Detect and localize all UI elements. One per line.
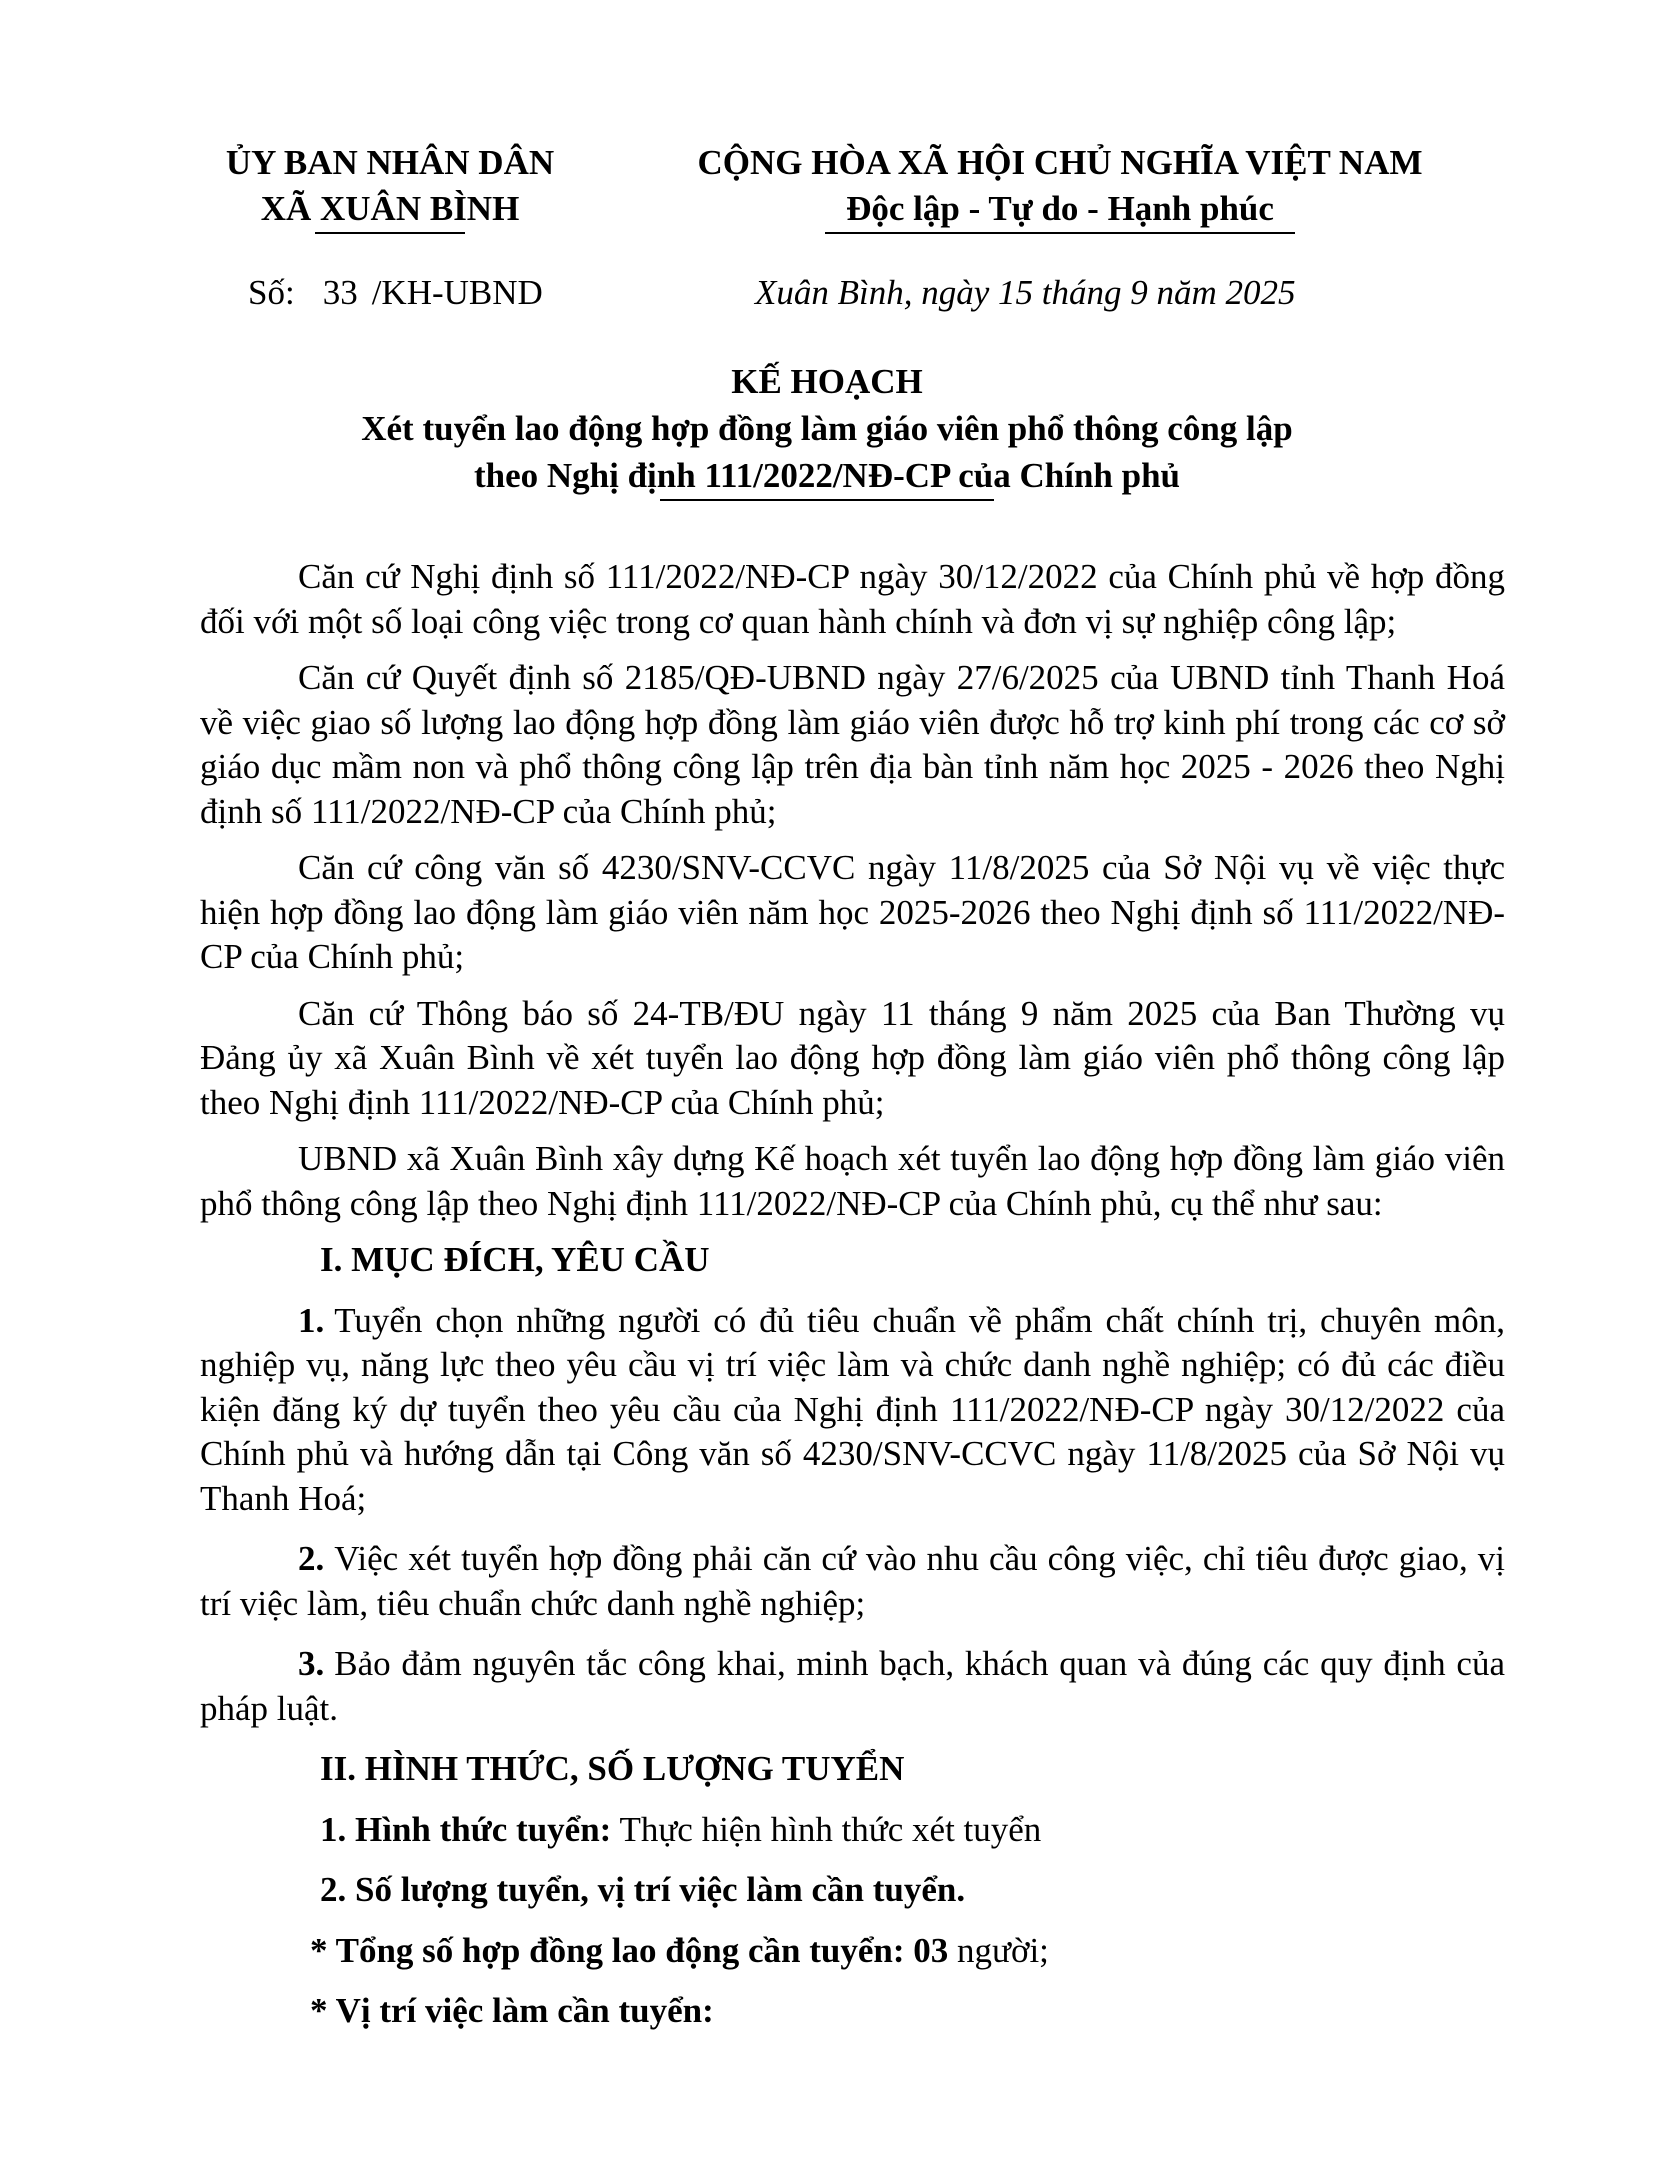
intro-statement: UBND xã Xuân Bình xây dựng Kế hoạch xét tuyển lao động hợp đồng làm giáo viên phổ thông công lập theo Nghị định 111/2022/NĐ-CP của Chính phủ, cụ thể như sau: xyxy=(200,1139,1505,1223)
nation-name: CỘNG HÒA XÃ HỘI CHỦ NGHĨA VIỆT NAM xyxy=(697,143,1423,182)
purpose-item-3 xyxy=(200,1642,1505,1731)
item-number: 3. xyxy=(298,1644,325,1683)
legal-basis-1: Căn cứ Nghị định số 111/2022/NĐ-CP ngày 30/12/2022 của Chính phủ về hợp đồng đối với một số loại công việc trong cơ quan hành chính và đơn vị sự nghiệp công lập; xyxy=(200,557,1505,641)
recruitment-form xyxy=(200,1808,1505,1853)
form-label: 1. Hình thức tuyển: xyxy=(320,1809,612,1849)
item-number: 2. xyxy=(298,1539,325,1578)
place-and-date: Xuân Bình, ngày 15 tháng 9 năm 2025 xyxy=(755,273,1296,312)
number-suffix: /KH-UBND xyxy=(371,273,543,312)
document-number xyxy=(248,270,543,316)
title-underline xyxy=(660,499,994,501)
authority-underline xyxy=(315,232,465,234)
section-2-heading: II. HÌNH THỨC, SỐ LƯỢNG TUYỂN xyxy=(320,1749,905,1788)
purpose-item-1 xyxy=(200,1299,1505,1522)
legal-basis-2: Căn cứ Quyết định số 2185/QĐ-UBND ngày 27/6/2025 của UBND tỉnh Thanh Hoá về việc giao số lượng lao động hợp đồng làm giáo viên được hỗ trợ kinh phí trong các cơ sở giáo dục mầm non và phổ thông công lập trên địa bàn tỉnh năm học 2025 - 2026 theo Nghị định số 111/2022/NĐ-CP của Chính phủ; xyxy=(200,658,1505,831)
document-title xyxy=(150,358,1504,501)
number-prefix: Số: xyxy=(248,273,295,312)
section-1-heading: I. MỤC ĐÍCH, YÊU CẦU xyxy=(320,1240,710,1279)
legal-basis-3: Căn cứ công văn số 4230/SNV-CCVC ngày 11/8/2025 của Sở Nội vụ về việc thực hiện hợp đồng lao động làm giáo viên năm học 2025-2026 theo Nghị định số 111/2022/NĐ-CP của Chính phủ; xyxy=(200,848,1505,976)
purpose-item-2 xyxy=(200,1537,1505,1626)
title-subject-line1: Xét tuyển lao động hợp đồng làm giáo viên phổ thông công lập xyxy=(361,409,1293,448)
quantity-heading xyxy=(200,1868,1505,1913)
authority-line1: ỦY BAN NHÂN DÂN xyxy=(225,143,555,182)
legal-basis-4: Căn cứ Thông báo số 24-TB/ĐU ngày 11 tháng 9 năm 2025 của Ban Thường vụ Đảng ủy xã Xuân Bình về xét tuyển lao động hợp đồng làm giáo viên phổ thông công lập theo Nghị định 111/2022/NĐ-CP của Chính phủ; xyxy=(200,993,1505,1122)
total-label: * Tổng số hợp đồng lao động cần tuyển: 03 xyxy=(310,1930,949,1970)
total-unit: người; xyxy=(948,1930,1049,1970)
issuing-authority xyxy=(200,140,580,234)
title-type: KẾ HOẠCH xyxy=(731,362,923,401)
title-subject-line2: theo Nghị định 111/2022/NĐ-CP của Chính phủ xyxy=(473,456,1181,495)
total-contracts xyxy=(200,1929,1505,1974)
positions-label: * Vị trí việc làm cần tuyển: xyxy=(310,1991,714,2030)
form-text: Thực hiện hình thức xét tuyển xyxy=(611,1809,1042,1849)
item-text: Việc xét tuyển hợp đồng phải căn cứ vào nhu cầu công việc, chỉ tiêu được giao, vị trí việc làm, tiêu chuẩn chức danh nghề nghiệp; xyxy=(200,1539,1505,1623)
item-text: Tuyển chọn những người có đủ tiêu chuẩn về phẩm chất chính trị, chuyên môn, nghiệp vụ, năng lực theo yêu cầu vị trí việc làm và chức danh nghề nghiệp; có đủ các điều kiện đăng ký dự tuyển theo yêu cầu của Nghị định 111/2022/NĐ-CP ngày 30/12/2022 của Chính phủ và hướng dẫn tại Công văn số 4230/SNV-CCVC ngày 11/8/2025 của Sở Nội vụ Thanh Hoá; xyxy=(200,1300,1505,1518)
positions-heading xyxy=(200,1989,1505,2034)
national-motto xyxy=(610,140,1510,234)
number-value: 33 xyxy=(322,273,358,312)
authority-line2: XÃ XUÂN BÌNH xyxy=(260,189,520,228)
motto: Độc lập - Tự do - Hạnh phúc xyxy=(846,189,1274,228)
document-body xyxy=(200,555,1505,2050)
motto-underline xyxy=(825,232,1295,234)
quantity-label: 2. Số lượng tuyển, vị trí việc làm cần tuyển. xyxy=(320,1870,966,1909)
item-number: 1. xyxy=(298,1300,325,1340)
item-text: Bảo đảm nguyên tắc công khai, minh bạch, khách quan và đúng các quy định của pháp luật. xyxy=(200,1644,1505,1728)
